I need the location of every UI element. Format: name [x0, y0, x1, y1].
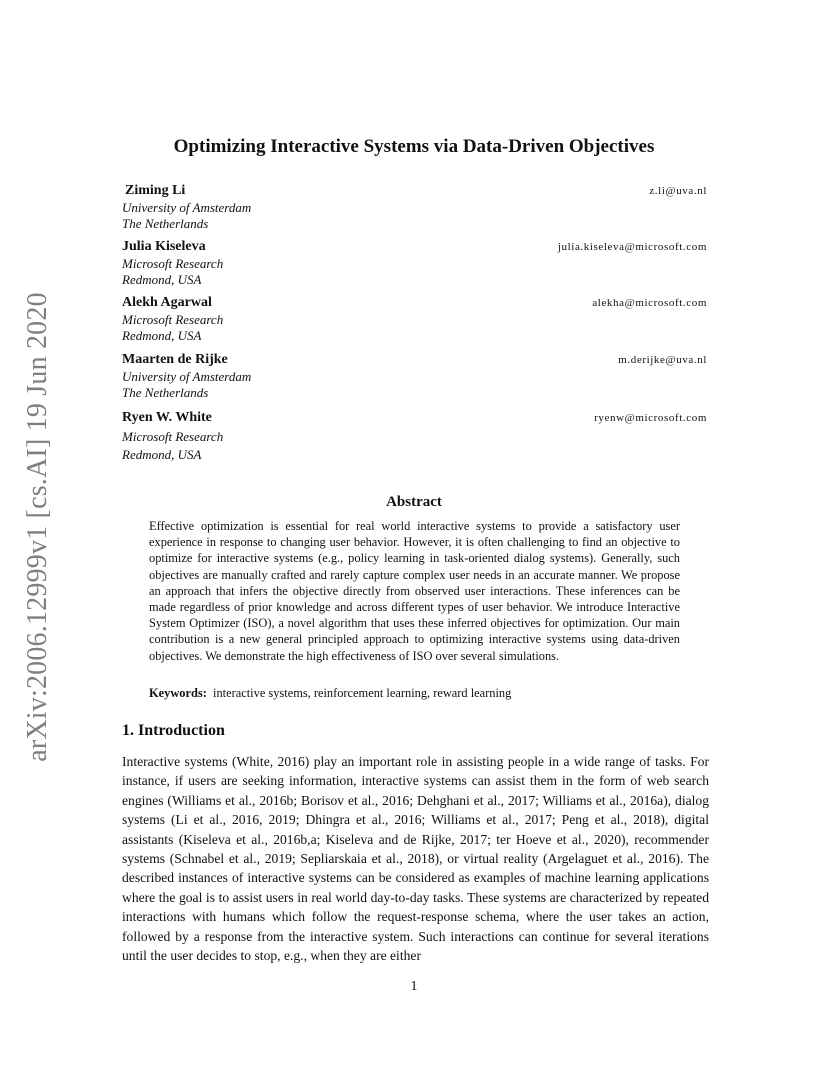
author-location: Redmond, USA — [122, 328, 202, 343]
author-location: The Netherlands — [122, 385, 209, 400]
author-affiliation: University of Amsterdam — [122, 368, 252, 384]
author-email[interactable]: m.derijke@uva.nl — [618, 354, 707, 366]
author-name: Maarten de Rijke — [122, 352, 228, 367]
author-name: Ziming Li — [125, 183, 186, 198]
author-email[interactable]: ryenw@microsoft.com — [594, 412, 707, 424]
author-affiliation: Microsoft Research — [122, 255, 224, 271]
author-location: The Netherlands — [122, 216, 209, 231]
abstract-heading: Abstract — [386, 494, 442, 510]
author-affiliation: Microsoft Research — [122, 428, 224, 444]
author-block — [122, 183, 707, 233]
author-name: Ryen W. White — [122, 410, 212, 425]
introduction-paragraph: Interactive systems (White, 2016) play an important role in assisting people in a wide range of tasks. For instance, if users are seeking information, interactive systems can assist them in the form of web search engines (Williams et al., 2016b; Borisov et al., 2016; Dehghani et al., 2017; Williams et al., 2016a), dialog systems (Li et al., 2016, 2019; Dhingra et al., 2016; Williams et al., 2017; Peng et al., 2018), digital assistants (Kiseleva et al., 2016b,a; Kiseleva and de Rijke, 2017; ter Hoeve et al., 2020), recommender systems (Schnabel et al., 2019; Sepliarskaia et al., 2018), or virtual reality (Argelaguet et al., 2016). The described instances of interactive systems can be considered as examples of machine learning applications where the goal is to assist users in real world day-to-day tasks. These systems are characterized by repeated interactions with humans which follow the request-response schema, where the user takes an action, followed by a response from the interactive system. Such interactions can continue for several iterations until the user decides to stop, e.g., when they are either — [122, 754, 709, 964]
author-email[interactable]: julia.kiseleva@microsoft.com — [557, 241, 707, 253]
author-email[interactable]: z.li@uva.nl — [649, 185, 707, 197]
page-number: 1 — [410, 979, 418, 994]
arxiv-stamp — [18, 292, 58, 762]
abstract-body: Effective optimization is essential for real world interactive systems to provide a satisfactory user experience in response to changing user behavior. However, it is often challenging to find an objective to optimize for interactive systems (e.g., policy learning in task-oriented dialog systems). Generally, such objectives are manually crafted and rarely capture complex user needs in an accurate manner. We propose an approach that infers the objective directly from observed user interactions. These inferences can be made regardless of prior knowledge and across different types of user behavior. We introduce Interactive System Optimizer (ISO), a novel algorithm that uses these inferred objectives for optimization. Our main contribution is a new general principled approach to optimizing interactive systems using data-driven objectives. We demonstrate the high effectiveness of ISO over several simulations. — [149, 519, 680, 663]
paper-title: Optimizing Interactive Systems via Data-Driven Objectives — [173, 136, 655, 157]
section-heading-introduction: 1. Introduction — [122, 722, 225, 739]
author-name: Julia Kiseleva — [122, 239, 206, 254]
keywords-text: interactive systems, reinforcement learning, reward learning — [213, 686, 512, 700]
author-location: Redmond, USA — [122, 447, 202, 462]
author-affiliation: Microsoft Research — [122, 311, 224, 327]
author-email[interactable]: alekha@microsoft.com — [592, 297, 707, 309]
arxiv-stamp-text: arXiv:2006.12999v1 [cs.AI] 19 Jun 2020 — [22, 292, 54, 762]
author-block — [122, 410, 707, 464]
author-name: Alekh Agarwal — [122, 295, 212, 310]
author-affiliation: University of Amsterdam — [122, 199, 252, 215]
author-block — [122, 239, 707, 289]
author-block — [122, 352, 707, 402]
keywords-line — [149, 686, 709, 701]
author-location: Redmond, USA — [122, 272, 202, 287]
keywords-label: Keywords: — [149, 686, 207, 700]
author-block — [122, 295, 707, 345]
